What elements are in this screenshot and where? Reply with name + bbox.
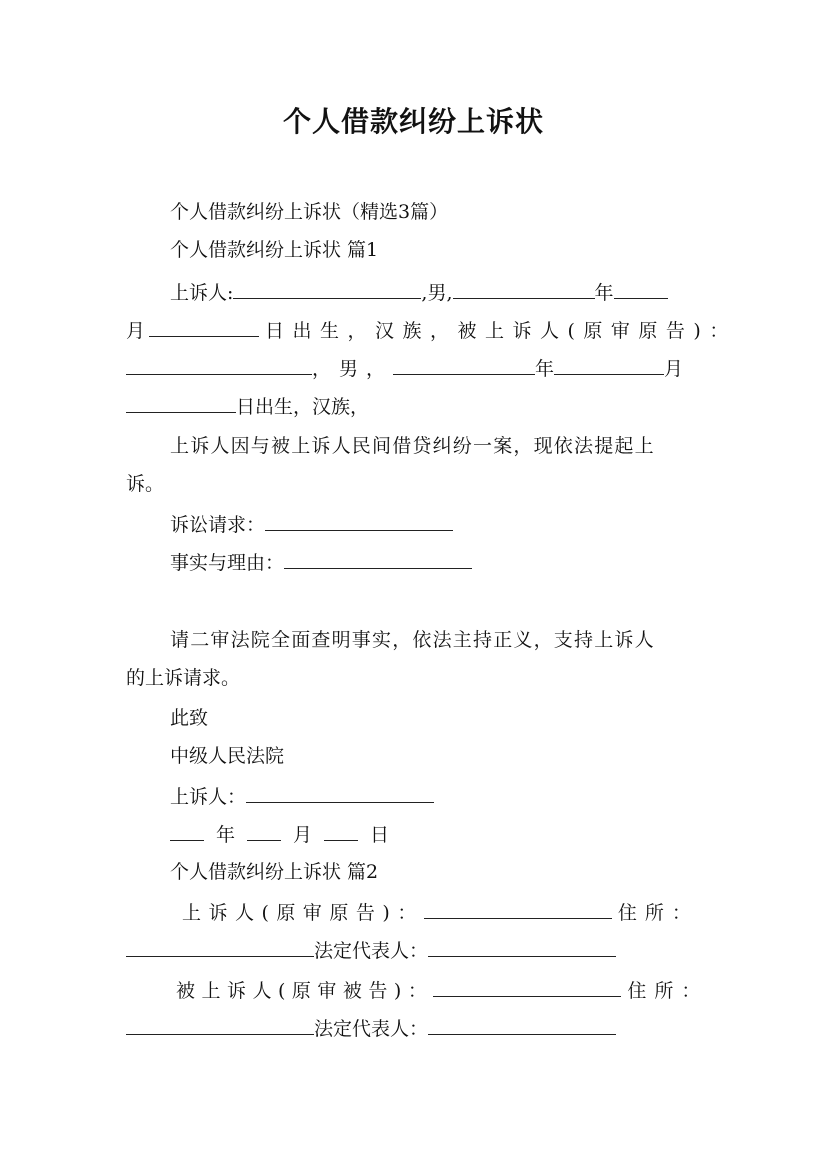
signature-label: 上诉人： — [170, 786, 247, 808]
date-day-label: 日 — [370, 824, 390, 846]
appellant-label: 上诉人: — [170, 282, 234, 304]
appellee-month-label: 月 — [664, 358, 684, 380]
facts-blank[interactable] — [284, 548, 472, 569]
facts-label: 事实与理由： — [170, 552, 285, 574]
part2-appellant-address-line — [126, 936, 703, 965]
date-month-blank[interactable] — [247, 820, 281, 841]
appellee-name-blank[interactable] — [126, 354, 312, 375]
appellee-gender: ，男， — [312, 358, 394, 380]
document-subtitle: 个人借款纠纷上诉状（精选3篇） — [170, 201, 449, 223]
part2-legal-rep-label: 法定代表人： — [314, 940, 429, 962]
appellee-year-label: 年 — [535, 358, 555, 380]
claims-line — [170, 510, 703, 539]
appellee-born-text: 日出生，汉族， — [236, 396, 370, 418]
part2-appellee-residence-label: 住所： — [627, 980, 709, 1002]
date-day-blank[interactable] — [324, 820, 358, 841]
part1-heading: 个人借款纠纷上诉状 篇1 — [170, 239, 379, 261]
date-year-blank[interactable] — [170, 820, 204, 841]
salutation: 此致 — [170, 707, 209, 729]
part2-appellee-legal-rep-label: 法定代表人： — [314, 1018, 429, 1040]
gender-text: ,男, — [421, 282, 453, 304]
part2-residence-label: 住所： — [617, 902, 699, 924]
year-label: 年 — [594, 282, 614, 304]
part2-address-blank[interactable] — [126, 936, 314, 957]
part2-appellee-line — [176, 976, 709, 1005]
document-title: 个人借款纠纷上诉状 — [282, 105, 544, 138]
claims-label: 诉讼请求： — [170, 514, 266, 536]
born-appellee-text: 日出生，汉族，被上诉人(原审原告)： — [265, 320, 737, 342]
appellee-year-blank[interactable] — [393, 354, 535, 375]
part2-appellee-label: 被上诉人(原审被告)： — [176, 980, 434, 1002]
signature-blank[interactable] — [246, 782, 434, 803]
date-line — [170, 820, 703, 849]
reason-paragraph-line-2: 诉。 — [126, 473, 165, 495]
appellant-name-blank[interactable] — [233, 278, 421, 299]
birth-year-blank[interactable] — [453, 278, 595, 299]
appellant-line-1 — [170, 278, 703, 307]
month-label: 月 — [126, 320, 146, 342]
court-name: 中级人民法院 — [170, 745, 285, 767]
appellee-day-blank[interactable] — [126, 392, 236, 413]
birth-month-blank-start[interactable] — [614, 278, 668, 299]
request-paragraph-line-1: 请二审法院全面查明事实，依法主持正义，支持上诉人 — [170, 629, 655, 651]
claims-blank[interactable] — [265, 510, 453, 531]
part2-appellee-blank[interactable] — [433, 976, 621, 997]
part2-appellant-label: 上诉人(原审原告)： — [182, 902, 424, 924]
signature-line — [170, 782, 703, 811]
appellant-line-2 — [126, 316, 737, 345]
facts-line — [170, 548, 703, 577]
birth-day-blank[interactable] — [149, 316, 259, 337]
date-month-label: 月 — [293, 824, 313, 846]
part2-heading: 个人借款纠纷上诉状 篇2 — [170, 861, 379, 883]
part2-appellee-address-line — [126, 1014, 703, 1043]
appellee-month-blank[interactable] — [554, 354, 664, 375]
part2-legal-rep-blank[interactable] — [428, 936, 616, 957]
part2-appellant-blank[interactable] — [424, 898, 612, 919]
part2-appellee-legal-rep-blank[interactable] — [428, 1014, 616, 1035]
part2-appellant-line — [182, 898, 699, 927]
appellee-line — [126, 354, 703, 383]
reason-paragraph-line-1: 上诉人因与被上诉人民间借贷纠纷一案，现依法提起上 — [170, 435, 655, 457]
request-paragraph-line-2: 的上诉请求。 — [126, 667, 241, 689]
date-year-label: 年 — [216, 824, 236, 846]
appellee-birth-line — [126, 392, 703, 421]
part2-appellee-address-blank[interactable] — [126, 1014, 314, 1035]
